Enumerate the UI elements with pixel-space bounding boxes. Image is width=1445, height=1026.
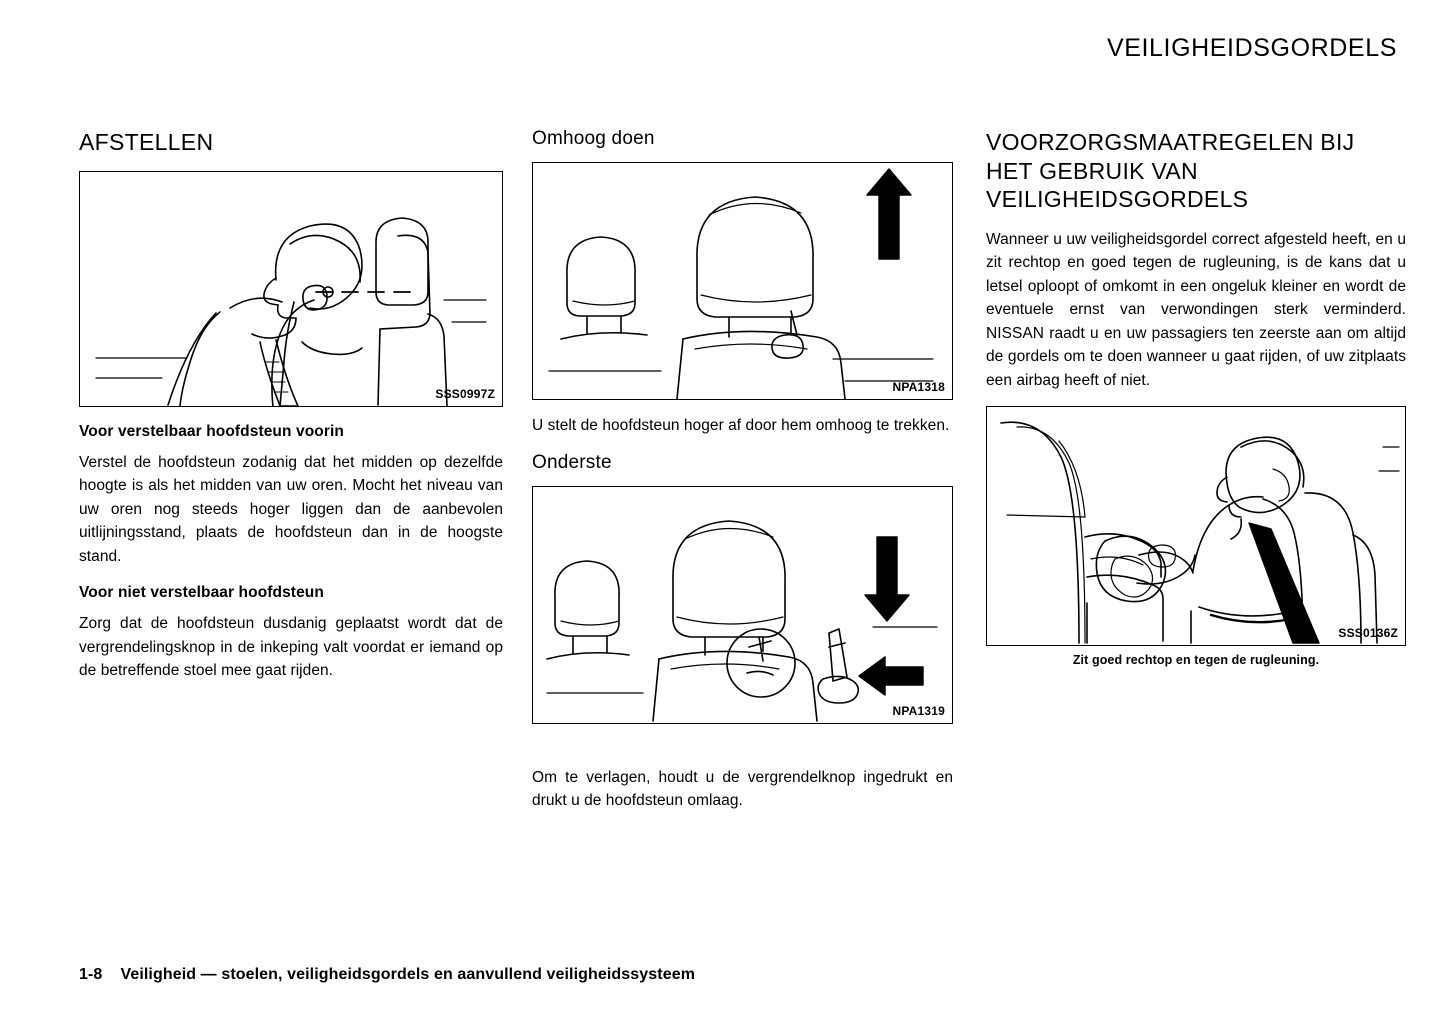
column-left (79, 128, 503, 697)
subheading-niet-verstelbaar: Voor niet verstelbaar hoofdsteun (79, 584, 324, 602)
paragraph-voorzorgsmaatregelen: Wanneer u uw veiligheidsgordel correct afgesteld heeft, en u zit rechtop en goed tegen de rugleuning, is de kans dat u letsel oploopt of omkomt in een ongeluk kleiner en wordt de eventuele ernst van verwondingen sterk verminderd. NISSAN raadt u en uw passagiers ten zeerste aan om altijd de gordels om te doen wanneer u gaat rijden, of uw zitplaats een airbag heeft of niet. (986, 230, 1406, 389)
figure-npa1319 (532, 486, 953, 724)
page-footer (79, 966, 695, 984)
figure-code: SSS0136Z (1338, 626, 1398, 641)
figure-code: NPA1318 (892, 380, 945, 394)
paragraph-verstelbaar: Verstel de hoofdsteun zodanig dat het midden op dezelfde hoogte is als het midden van uw oren. Mocht het niveau van uw oren nog steeds hoger liggen dan de aanbevolen uitlijningsstand, plaats de hoofdsteun dan in de hoogste stand. (79, 453, 503, 565)
paragraph-onderste: Om te verlagen, houdt u de vergrendelknop ingedrukt en drukt u de hoofdsteun omlaag. (532, 768, 953, 810)
page-number: 1-8 (79, 966, 103, 983)
figure-sss0997z (79, 171, 503, 407)
section-title-voorzorgsmaatregelen: VOORZORGSMAATREGELEN BIJ HET GEBRUIK VAN VEILIGHEIDSGORDELS (986, 129, 1355, 213)
page-header: VEILIGHEIDSGORDELS (1106, 34, 1397, 62)
column-right (986, 128, 1406, 667)
figure-code: SSS0997Z (435, 386, 495, 401)
figure-npa1318 (532, 162, 953, 400)
section-title-omhoog: Omhoog doen (532, 128, 655, 149)
figure-sss0136z (986, 406, 1406, 646)
column-middle (532, 128, 953, 827)
paragraph-omhoog: U stelt de hoofdsteun hoger af door hem omhoog te trekken. (532, 417, 950, 434)
paragraph-niet-verstelbaar: Zorg dat de hoofdsteun dusdanig geplaatst wordt dat de vergrendelingsknop in de inkeping valt voordat er iemand op de betreffende stoel mee gaat rijden. (79, 615, 503, 680)
figure-caption: Zit goed rechtop en tegen de rugleuning. (1072, 653, 1320, 668)
section-title-afstellen: AFSTELLEN (79, 129, 214, 155)
figure-code: NPA1319 (892, 703, 945, 718)
section-title-onderste: Onderste (532, 451, 612, 473)
footer-text: Veiligheid — stoelen, veiligheidsgordels en aanvullend veiligheidssysteem (120, 966, 696, 983)
subheading-verstelbaar: Voor verstelbaar hoofdsteun voorin (79, 422, 344, 440)
